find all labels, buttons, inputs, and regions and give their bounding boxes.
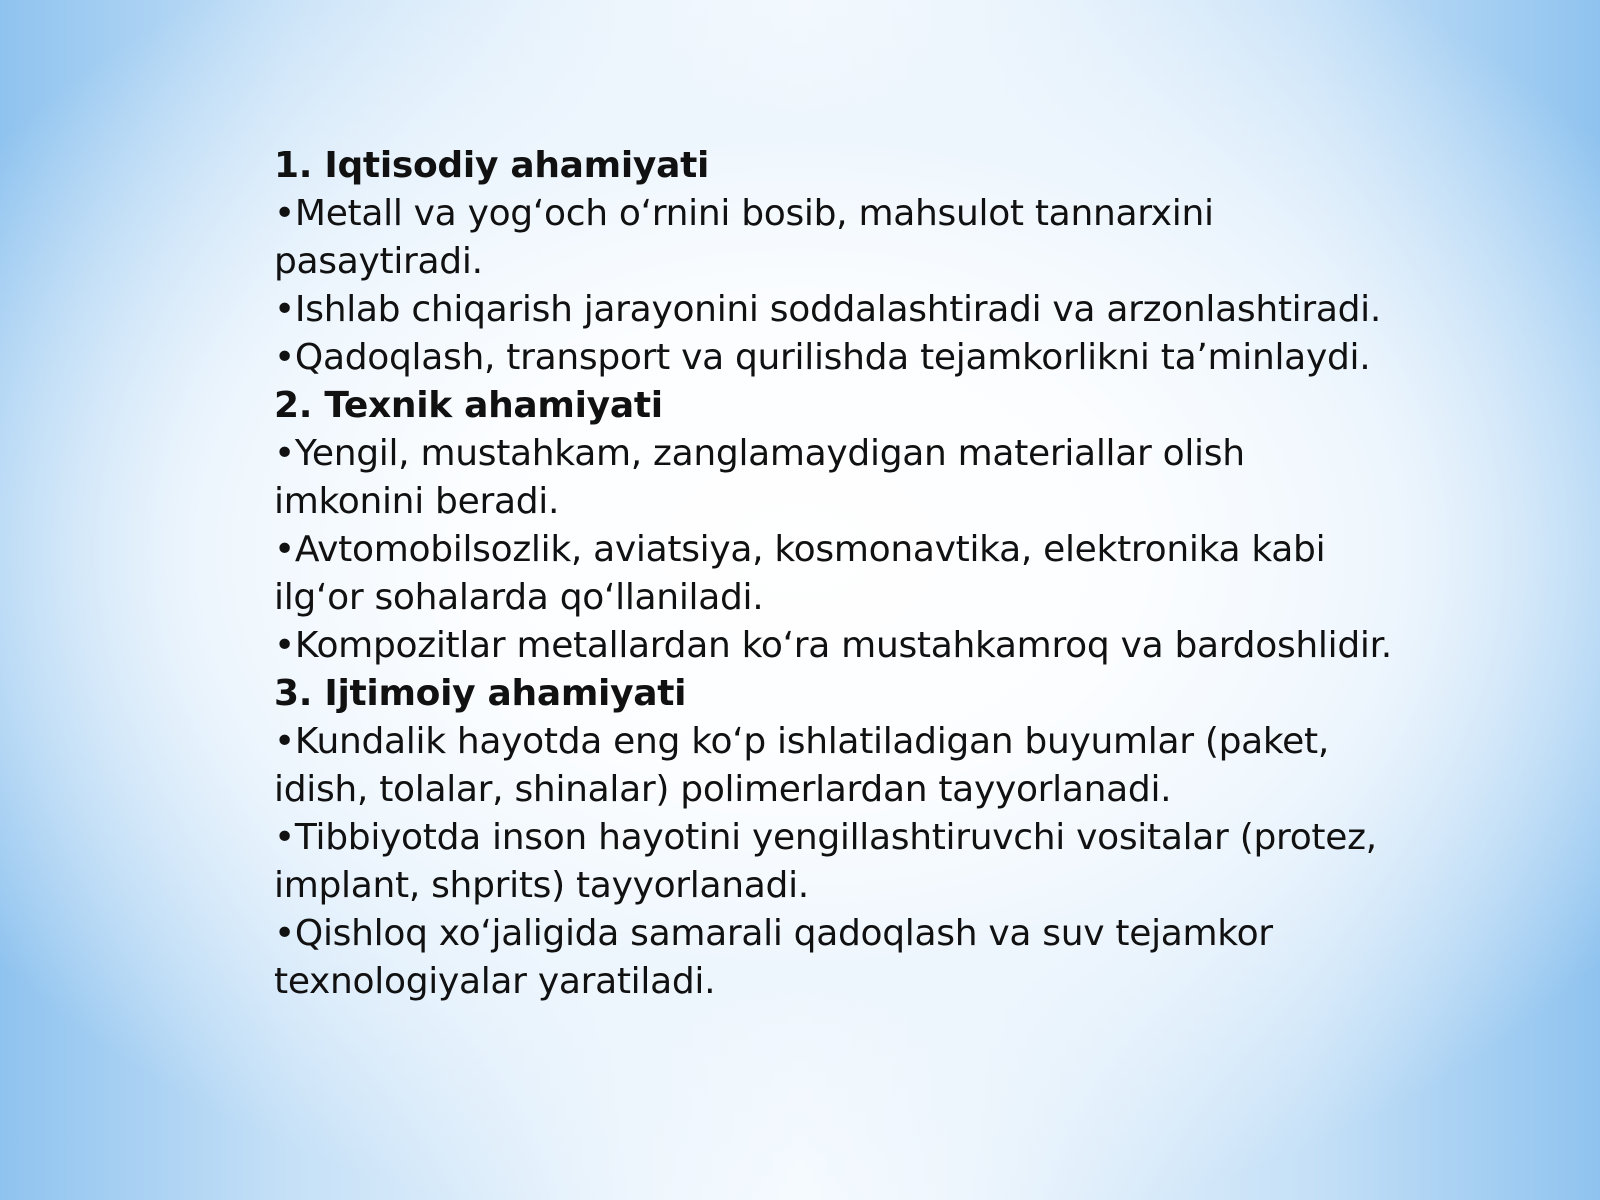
section-heading-economic: 1. Iqtisodiy ahamiyati [274, 145, 710, 186]
list-item: •Yengil, mustahkam, zanglamaydigan materiallar olish imkonini beradi. [274, 433, 1245, 522]
list-item: •Qishloq xo‘jaligida samarali qadoqlash va suv tejamkor texnologiyalar yaratiladi. [274, 913, 1273, 1002]
list-item: •Kompozitlar metallardan ko‘ra mustahkamroq va bardoshlidir. [274, 625, 1392, 666]
section-heading-social: 3. Ijtimoiy ahamiyati [274, 673, 687, 714]
list-item: •Qadoqlash, transport va qurilishda tejamkorlikni ta’minlaydi. [274, 337, 1371, 378]
list-item: •Kundalik hayotda eng ko‘p ishlatiladigan buyumlar (paket, idish, tolalar, shinalar) polimerlardan tayyorlanadi. [274, 721, 1329, 810]
list-item: •Avtomobilsozlik, aviatsiya, kosmonavtika, elektronika kabi ilg‘or sohalarda qo‘llaniladi. [274, 529, 1326, 618]
section-heading-technical: 2. Texnik ahamiyati [274, 385, 663, 426]
list-item: •Metall va yog‘och o‘rnini bosib, mahsulot tannarxini pasaytiradi. [274, 193, 1214, 282]
slide-body [274, 142, 1404, 1006]
list-item: •Tibbiyotda inson hayotini yengillashtiruvchi vositalar (protez, implant, shprits) tayyorlanadi. [274, 817, 1377, 906]
list-item: •Ishlab chiqarish jarayonini soddalashtiradi va arzonlashtiradi. [274, 289, 1382, 330]
